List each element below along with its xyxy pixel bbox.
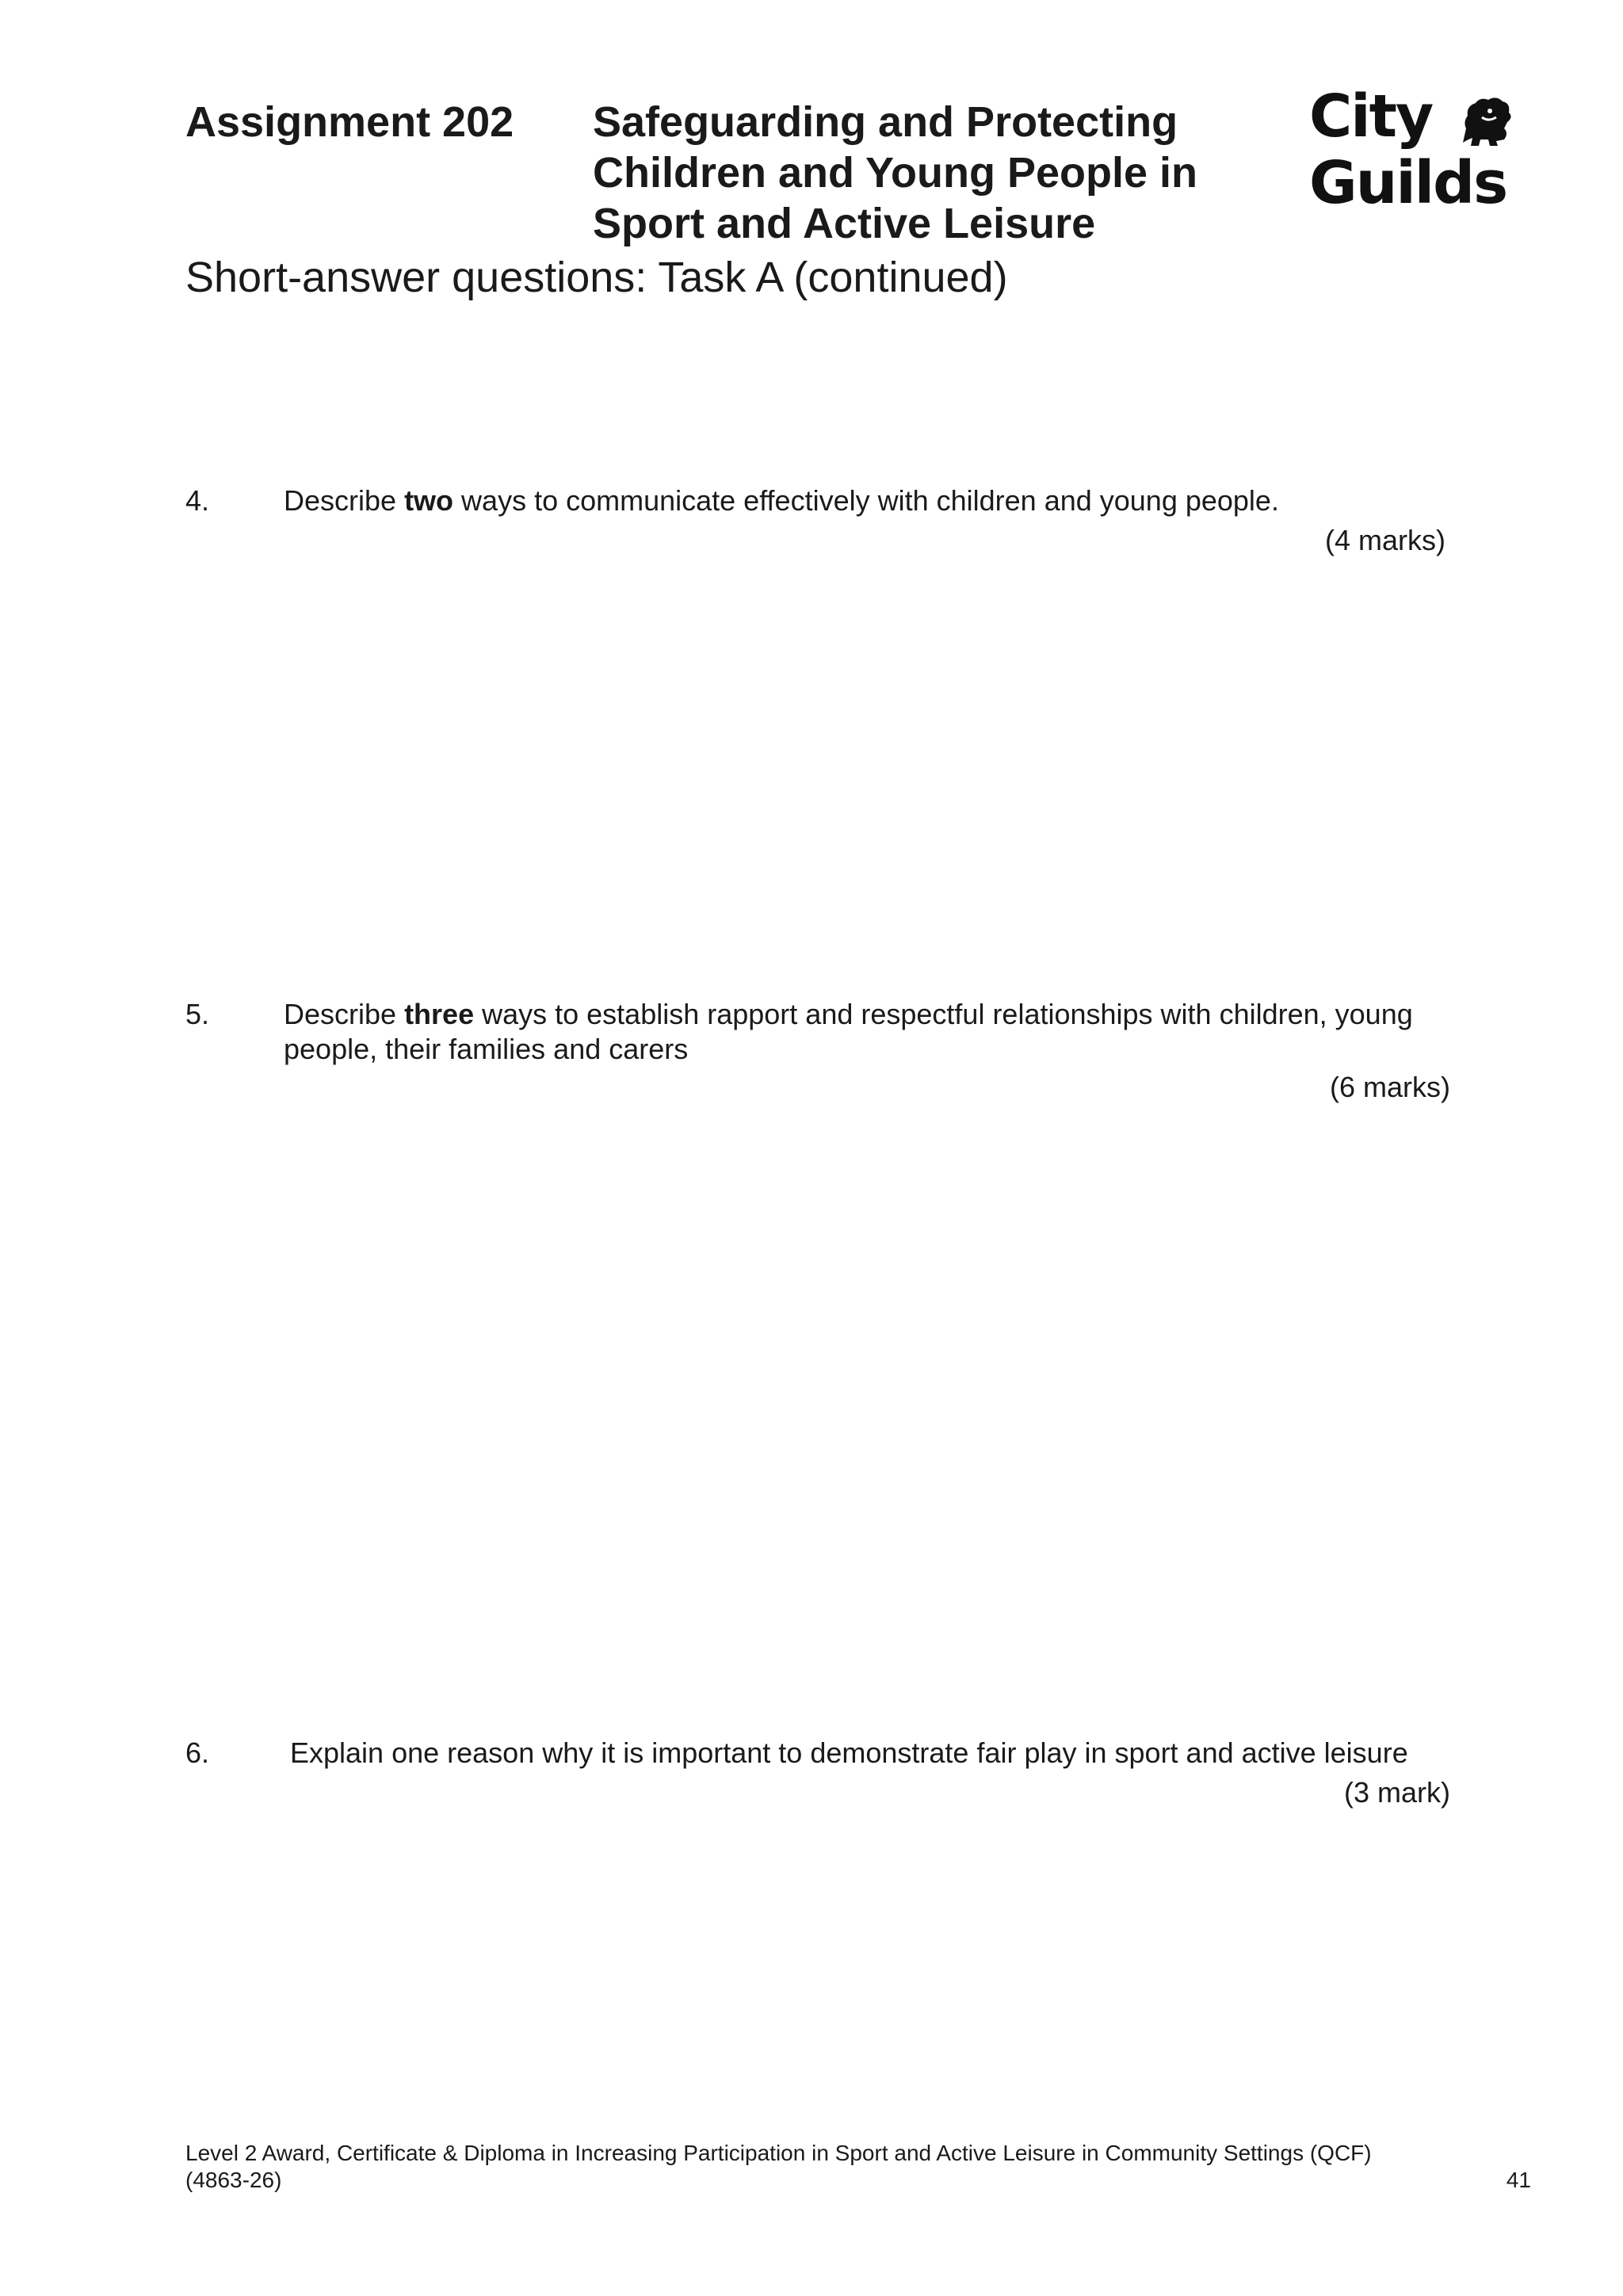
question-5-text-end: ways to establish rapport and respectful relationships with children, young people, their families and carers: [284, 998, 1413, 1065]
city-and-guilds-logo: [1309, 82, 1515, 217]
question-4-emphasis: two: [404, 484, 454, 517]
footer-line-1: Level 2 Award, Certificate & Diploma in Increasing Participation in Sport and Active Leisure in Community Settings (QCF): [185, 2141, 1372, 2165]
question-4-text-end: ways to communicate effectively with children and young people.: [453, 484, 1279, 517]
question-6-marks: (3 mark): [1344, 1776, 1450, 1809]
page-number: 41: [1506, 2168, 1531, 2192]
section-heading: Short-answer questions: Task A (continued): [185, 254, 1008, 301]
question-4-marks: (4 marks): [1325, 524, 1445, 556]
logo-wordmark-city: City: [1309, 82, 1433, 151]
question-5-emphasis: three: [404, 998, 475, 1030]
lion-icon: [1458, 94, 1515, 149]
question-5-number: 5.: [185, 998, 210, 1030]
question-5-marks: (6 marks): [1330, 1071, 1450, 1103]
unit-title: [593, 97, 1197, 249]
question-6-number: 6.: [185, 1736, 210, 1769]
unit-title-line-2: Children and Young People in: [593, 149, 1198, 197]
question-5-text-start: Describe: [284, 998, 405, 1030]
question-4-text-start: Describe: [284, 484, 405, 517]
footer-line-2: (4863-26): [185, 2168, 282, 2192]
footer-qualification: [185, 2140, 1372, 2194]
logo-line-2: Guilds: [1309, 149, 1507, 217]
unit-title-line-1: Safeguarding and Protecting: [593, 98, 1178, 146]
question-4-number: 4.: [185, 484, 210, 517]
question-5-text: [284, 997, 1441, 1067]
question-4-text: [284, 483, 1568, 518]
unit-title-line-3: Sport and Active Leisure: [593, 200, 1096, 247]
question-6-text: Explain one reason why it is important to demonstrate fair play in sport and active leisure: [290, 1736, 1408, 1769]
assignment-code: Assignment 202: [185, 98, 514, 146]
